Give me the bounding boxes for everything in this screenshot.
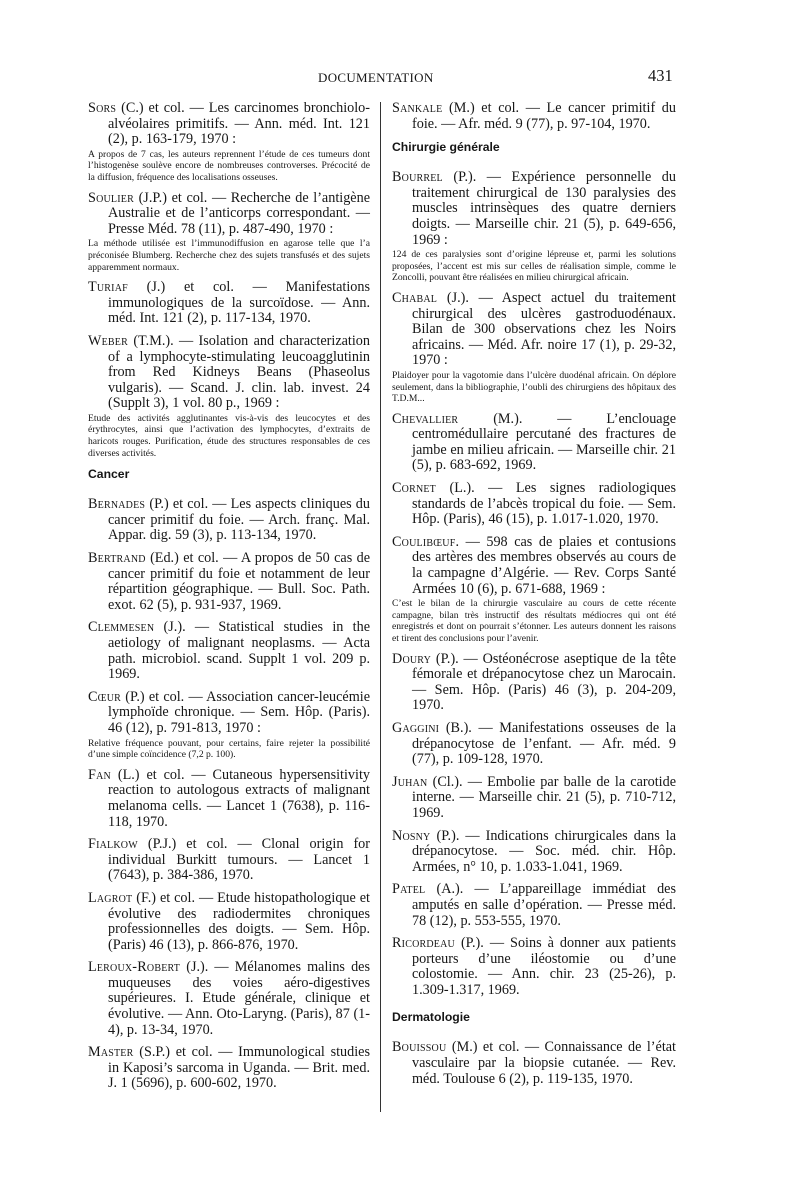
reference-text — [392, 936, 676, 998]
reference-text — [392, 101, 676, 132]
author-name: Clemmesen — [88, 619, 155, 636]
citation: (J.P.) et col. — Recherche de l’antigène Australie et de l’anticorps correspondant. — Presse Méd. 78 (11), p. 487-490, 1970 : — [108, 189, 370, 237]
author-name: Chabal — [392, 289, 438, 306]
citation: (P.). — Ostéonécrose aseptique de la tête fémorale et drépanocytose chez un Marocain. — Sem. Hôp. (Paris) 46 (3), p. 204-209, 1970. — [412, 650, 676, 714]
annotation-note: A propos de 7 cas, les auteurs reprennent l’étude de ces tumeurs dont l’histogenèse soulève encore de nombreuses controverses. Précocité de la diffusion, fréquence des localisations osseuses. — [88, 148, 370, 183]
bibliography-entry — [88, 101, 370, 184]
author-name: Bernades — [88, 496, 146, 513]
bibliography-entry — [88, 497, 370, 544]
author-name: Bertrand — [88, 550, 146, 567]
citation: (F.) et col. — Etude histopathologique et évolutive des radiodermites chroniques professionnelles des doigts. — Sem. Hôp. (Paris) 46 (13), p. 866-876, 1970. — [108, 889, 370, 953]
reference-text — [88, 837, 370, 884]
author-name: Doury — [392, 650, 432, 667]
author-name: Ricordeau — [392, 935, 455, 952]
author-name: Cornet — [392, 480, 436, 497]
author-name: Juhan — [392, 773, 428, 790]
entry-list — [392, 101, 676, 132]
citation: (S.P.) et col. — Immunological studies in Kaposi’s sarcoma in Uganda. — Brit. med. J. 1 (5696), p. 600-602, 1970. — [108, 1044, 370, 1092]
right-column — [392, 101, 676, 1094]
reference-text — [88, 191, 370, 238]
reference-text — [392, 1040, 676, 1087]
reference-text — [88, 280, 370, 327]
citation: (M.) et col. — Connaissance de l’état vasculaire par la biopsie cutanée. — Rev. méd. Toulouse 6 (2), p. 119-135, 1970. — [412, 1039, 676, 1087]
reference-text — [88, 960, 370, 1038]
reference-text — [392, 291, 676, 369]
bibliography-entry — [392, 882, 676, 929]
citation: (J.). — Statistical studies in the aetiology of malignant neoplasms. — Acta path. microbiol. scand. Supplt 1 vol. 209 p. 1969. — [108, 619, 370, 683]
annotation-note: C’est le bilan de la chirurgie vasculaire au cours de cette récente campagne, bilan très instructif des résultats médiocres qui ont été enregistrés et dont on pourrait s’étonner. Les auteurs donnent les raisons et tirent des conclusions pour l’avenir. — [392, 598, 676, 644]
entry-list — [88, 101, 370, 459]
citation: (L.). — Les signes radiologiques standards de l’abcès tropical du foie. — Sem. Hôp. (Paris), 46 (15), p. 1.017-1.020, 1970. — [412, 480, 676, 528]
bibliography-entry — [392, 652, 676, 714]
reference-text — [392, 535, 676, 597]
reference-text — [88, 551, 370, 613]
citation: (P.J.) et col. — Clonal origin for individual Burkitt tumours. — Lancet 1 (7643), p. 384-386, 1970. — [108, 836, 370, 884]
reference-text — [392, 721, 676, 768]
running-title: DOCUMENTATION — [318, 70, 434, 85]
citation: (C.) et col. — Les carcinomes bronchiolo-alvéolaires primitifs. — Ann. méd. Int. 121 (2), p. 163-179, 1970 : — [108, 100, 370, 148]
bibliography-entry — [392, 291, 676, 405]
citation: . — 598 cas de plaies et contusions des artères des membres observés au cours de la campagne d’Algérie. — Rev. Corps Santé Armées 10 (6), p. 671-688, 1969 : — [412, 533, 676, 597]
reference-text — [392, 481, 676, 528]
author-name: Sankale — [392, 100, 443, 116]
bibliography-entry — [88, 191, 370, 274]
author-name: Cœur — [88, 688, 122, 705]
citation: (J.). — Aspect actuel du traitement chirurgical des ulcères gastroduodénaux. Bilan de 300 observations chez les Noirs africains. — Méd. Afr. noire 17 (1), p. 29-32, 1970 : — [412, 289, 676, 369]
bibliography-entry — [88, 891, 370, 953]
reference-text — [88, 891, 370, 953]
reference-text — [88, 620, 370, 682]
author-name: Fan — [88, 766, 111, 783]
annotation-note: Etude des activités agglutinantes vis-à-vis des leucocytes et des érythrocytes, ainsi que l’activation des lymphocytes, d’extraits de haricots rouges. Purification, étude des structures responsables de ces diverses activités. — [88, 412, 370, 459]
bibliography-entry — [88, 690, 370, 761]
citation: (M.). — L’enclouage centromédullaire percutané des fractures de jambe en milieu africain. — Marseille chir. 21 (5), p. 683-692, 1969. — [412, 410, 676, 474]
section-heading-dermatologie: Dermatologie — [392, 1010, 470, 1025]
author-name: Master — [88, 1044, 134, 1061]
author-name: Turiaf — [88, 279, 128, 296]
annotation-note: Relative fréquence pouvant, pour certains, faire rejeter la possibilité d’une simple coïncidence (7,2 p. 100). — [88, 737, 370, 761]
reference-text — [392, 412, 676, 474]
citation: (P.) et col. — Association cancer-leucémie lymphoïde chronique. — Sem. Hôp. (Paris). 46 (12), p. 791-813, 1970 : — [108, 688, 370, 736]
citation: (Ed.) et col. — A propos de 50 cas de cancer primitif du foie et notamment de leur répartition géographique. — Bull. Soc. Path. exot. 62 (5), p. 931-937, 1969. — [108, 550, 370, 613]
reference-text — [392, 652, 676, 714]
reference-text — [88, 101, 370, 148]
reference-text — [392, 170, 676, 248]
citation: (P.). — Indications chirurgicales dans la drépanocytose. — Soc. méd. chir. Hôp. Armées, n° 10, p. 1.033-1.041, 1969. — [412, 827, 676, 875]
reference-text — [392, 829, 676, 876]
reference-text — [392, 882, 676, 929]
bibliography-entry — [88, 551, 370, 613]
bibliography-entry — [392, 481, 676, 528]
reference-text — [88, 768, 370, 830]
citation: (J.) et col. — Manifestations immunologiques de la surcoïdose. — Ann. méd. Int. 121 (2), p. 117-134, 1970. — [108, 279, 370, 327]
citation: (Cl.). — Embolie par balle de la carotide interne. — Marseille chir. 21 (5), p. 710-712, 1969. — [412, 773, 676, 821]
citation: (T.M.). — Isolation and characterization of a lymphocyte-stimulating leucoagglutinin from Red Kidneys Beans (Phaseolus vulgaris). — Scand. J. clin. lab. invest. 24 (Supplt 3), 1 vol. 80 p., 1969 : — [108, 332, 370, 412]
bibliography-entry — [88, 280, 370, 327]
annotation-note: 124 de ces paralysies sont d’origine lépreuse et, parmi les solutions proposées, l’accent est mis sur celles de réalisation simple, comme le Zoncolli, pouvant être réalisées en milieu chirurgical africain. — [392, 249, 676, 284]
bibliography-entry — [392, 412, 676, 474]
reference-text — [88, 1045, 370, 1092]
left-column — [88, 101, 370, 1099]
reference-text — [88, 497, 370, 544]
bibliography-entry — [88, 768, 370, 830]
bibliography-entry — [88, 620, 370, 682]
bibliography-entry — [392, 775, 676, 822]
author-name: Coulibœuf — [392, 533, 456, 550]
author-name: Lagrot — [88, 889, 133, 906]
author-name: Nosny — [392, 827, 431, 844]
author-name: Bourrel — [392, 169, 443, 186]
annotation-note: Plaidoyer pour la vagotomie dans l’ulcère duodénal africain. On déplore seulement, dans la bibliographie, l’oubli des chirurgiens des hôpitaux des T.D.M... — [392, 369, 676, 405]
citation: (B.). — Manifestations osseuses de la drépanocytose de l’enfant. — Afr. méd. 9 (77), p. 109-128, 1970. — [412, 719, 676, 768]
author-name: Gaggini — [392, 719, 440, 736]
bibliography-entry — [88, 1045, 370, 1092]
author-name: Chevallier — [392, 410, 459, 427]
reference-text — [88, 690, 370, 737]
annotation-note: La méthode utilisée est l’immunodiffusion en agarose telle que l’a préconisée Blumberg. Recherche chez des sujets transfusés et des sujets apparemment normaux. — [88, 238, 370, 273]
citation: (L.) et col. — Cutaneous hypersensitivity reaction to autologous extracts of malignant melanoma cells. — Lancet 1 (7638), p. 116-118, 1970. — [108, 766, 370, 830]
section-heading-chirurgie: Chirurgie générale — [392, 140, 500, 155]
entry-list — [392, 1040, 676, 1087]
citation: (J.). — Mélanomes malins des muqueuses des voies aéro-digestives supérieures. I. Etude générale, clinique et évolutive. — Ann. Oto-Laryng. (Paris), 87 (1-4), p. 13-34, 1970. — [108, 959, 370, 1038]
bibliography-entry — [392, 170, 676, 284]
bibliography-entry — [392, 721, 676, 768]
author-name: Leroux-Robert — [88, 959, 181, 976]
reference-text — [392, 775, 676, 822]
author-name: Weber — [88, 332, 128, 349]
reference-text — [88, 334, 370, 412]
page-header — [0, 66, 800, 92]
author-name: Soulier — [88, 189, 134, 206]
author-name: Sors — [88, 100, 117, 116]
citation: (M.) et col. — Le cancer primitif du foie. — Afr. méd. 9 (77), p. 97-104, 1970. — [412, 100, 676, 132]
citation: (P.). — Expérience personnelle du traitement chirurgical de 130 paralysies des muscles intrinsèques des quatre derniers doigts. — Marseille chir. 21 (5), p. 649-656, 1969 : — [412, 169, 676, 248]
citation: (P.). — Soins à donner aux patients porteurs d’une iléostomie ou d’une colostomie. — Ann. chir. 23 (25-26), p. 1.309-1.317, 1969. — [412, 935, 676, 998]
citation: (P.) et col. — Les aspects cliniques du cancer primitif du foie. — Arch. franç. Mal. Appar. dig. 59 (3), p. 113-134, 1970. — [108, 496, 370, 544]
entry-list — [88, 497, 370, 1092]
entry-list — [392, 170, 676, 998]
page-number: 431 — [648, 66, 673, 85]
column-divider — [380, 102, 381, 1112]
bibliography-entry — [392, 1040, 676, 1087]
author-name: Bouissou — [392, 1039, 447, 1056]
author-name: Patel — [392, 881, 426, 898]
bibliography-entry — [392, 936, 676, 998]
section-heading-cancer: Cancer — [88, 467, 130, 482]
bibliography-entry — [392, 829, 676, 876]
author-name: Fialkow — [88, 836, 138, 853]
bibliography-entry — [88, 960, 370, 1038]
bibliography-entry — [392, 101, 676, 132]
bibliography-entry — [88, 837, 370, 884]
citation: (A.). — L’appareillage immédiat des amputés en salle d’opération. — Presse méd. 78 (12), p. 553-555, 1970. — [412, 881, 676, 929]
bibliography-entry — [392, 535, 676, 645]
bibliography-entry — [88, 334, 370, 459]
